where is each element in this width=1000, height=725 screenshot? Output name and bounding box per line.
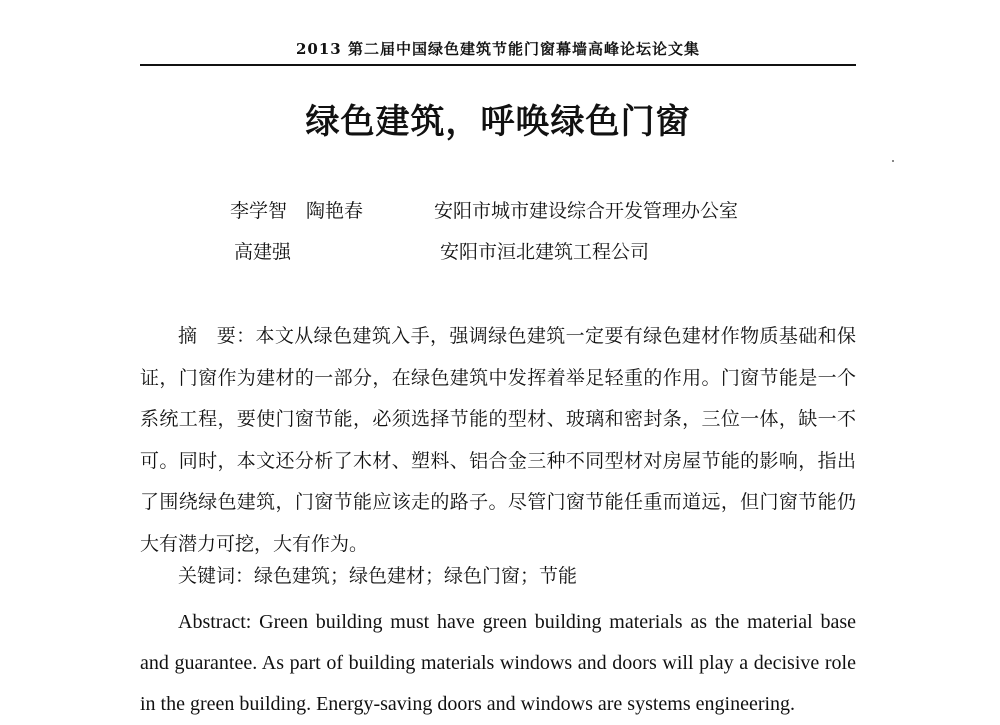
author-names: 李学智 陶艳春	[230, 200, 364, 222]
abstract-chinese: 摘 要：本文从绿色建筑入手，强调绿色建筑一定要有绿色建材作物质基础和保证，门窗作为建材的一部分，在绿色建筑中发挥着举足轻重的作用。门窗节能是一个系统工程，要使门窗节能，必须选择节能的型材、玻璃和密封条，三位一体，缺一不可。同时，本文还分析了木材、塑料、铝合金三种不同型材对房屋节能的影响，指出了围绕绿色建筑，门窗节能应该走的路子。尽管门窗节能任重而道远，但门窗节能仍大有潜力可挖，大有作为。	[140, 325, 856, 555]
article-title: 绿色建筑，呼唤绿色门窗	[305, 102, 691, 142]
author-affiliation: 安阳市城市建设综合开发管理办公室	[434, 200, 739, 222]
author-affiliation: 安阳市洹北建筑工程公司	[440, 241, 650, 263]
author-names: 高建强	[234, 241, 292, 263]
header-rule	[140, 64, 856, 66]
running-header: 2013 第二届中国绿色建筑节能门窗幕墙高峰论坛论文集	[296, 40, 700, 58]
keywords: 关键词：绿色建筑；绿色建材；绿色门窗；节能	[178, 565, 578, 587]
scan-speck	[892, 160, 894, 162]
abstract-english: Abstract: Green building must have green building materials as the material base and guarantee. As part of building materials windows and doors will play a decisive role in the green building. Energy-saving doors and windows are systems engineering.	[140, 611, 856, 715]
